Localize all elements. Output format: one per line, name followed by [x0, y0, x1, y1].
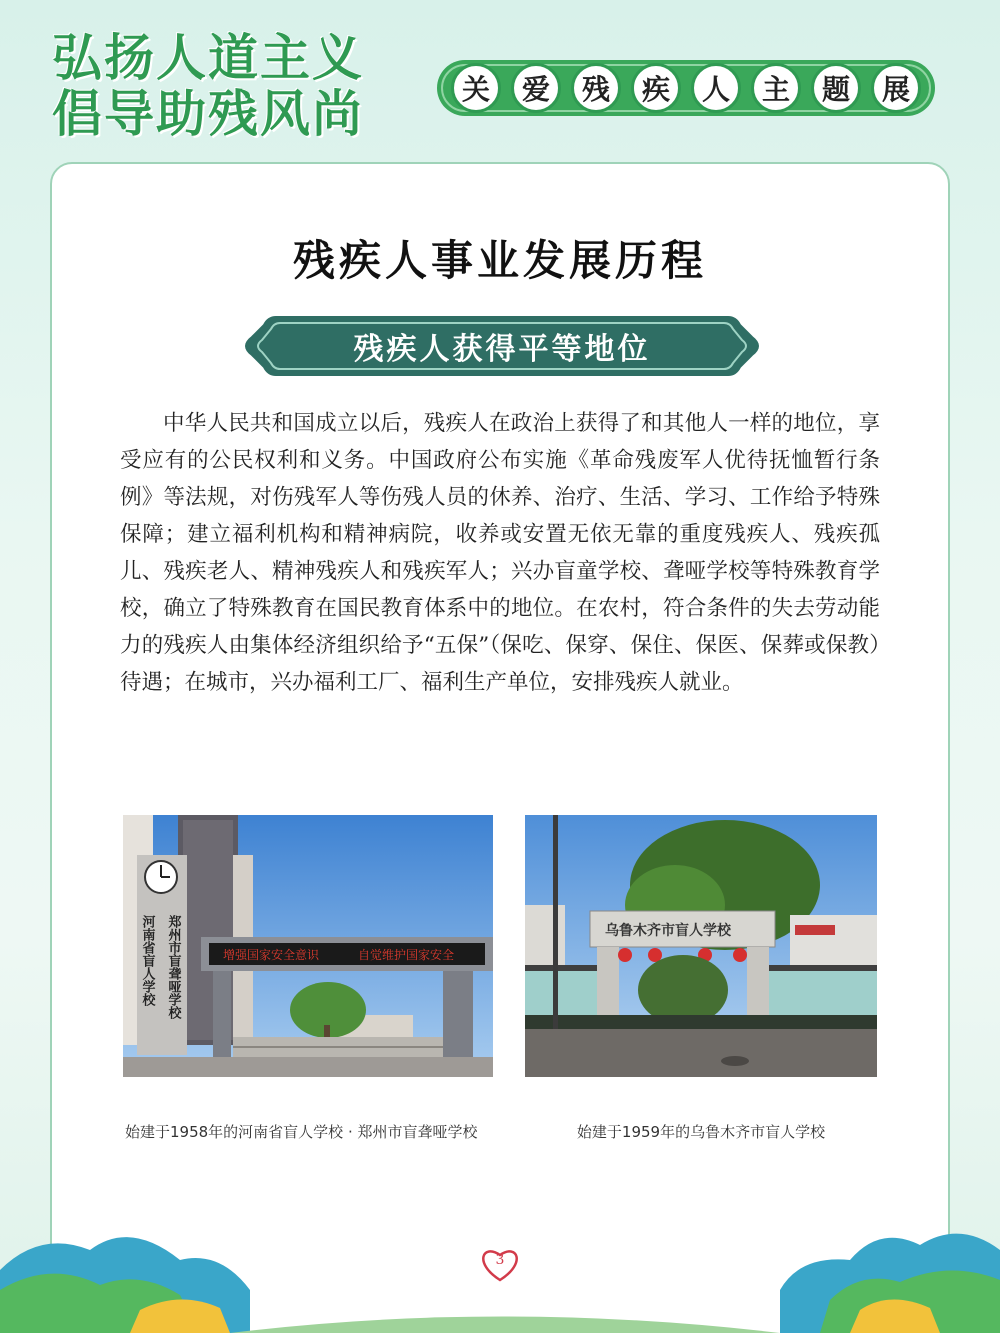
theme-char: 爱 [511, 63, 561, 113]
sign-vertical-1: 郑州市盲聋哑学校 [165, 915, 181, 1019]
theme-char: 展 [871, 63, 921, 113]
gate-sign: 乌鲁木齐市盲人学校 [605, 923, 731, 939]
page-title: 残疾人事业发展历程 [292, 236, 707, 285]
theme-char: 疾 [631, 63, 681, 113]
gate-banner-right: 自觉维护国家安全 [358, 948, 455, 962]
slogan-line-1: 弘扬人道主义 [52, 29, 364, 87]
page-number: 3 [495, 1252, 505, 1268]
photo-caption-1: 始建于1958年的河南省盲人学校 · 郑州市盲聋哑学校 [125, 1123, 478, 1141]
body-paragraph: 中华人民共和国成立以后，残疾人在政治上获得了和其他人一样的地位，享受应有的公民权利和义务。中国政府公布实施《革命残废军人优待抚恤暂行条例》等法规，对伤残军人等伤残人员的休养、治疗、生活、学习、工作给予特殊保障；建立福利机构和精神病院，收养或安置无依无靠的重度残疾人、残疾孤儿、残疾老人、精神残疾人和残疾军人；兴办盲童学校、聋哑学校等特殊教育学校，确立了特殊教育在国民教育体系中的地位。在农村，符合条件的失去劳动能力的残疾人由集体经济组织给予“五保”（保吃、保穿、保住、保医、保葬或保教）待遇；在城市，兴办福利工厂、福利生产单位，安排残疾人就业。 [120, 411, 880, 695]
theme-char: 主 [751, 63, 801, 113]
section-banner [236, 313, 768, 379]
gate-banner-left: 增强国家安全意识 [223, 948, 320, 962]
sign-vertical-2: 河南省盲人学校 [139, 915, 155, 1006]
theme-char: 残 [571, 63, 621, 113]
theme-char: 题 [811, 63, 861, 113]
theme-char: 人 [691, 63, 741, 113]
section-title: 残疾人获得平等地位 [353, 332, 651, 367]
theme-char: 关 [451, 63, 501, 113]
slogan-line-2: 倡导助残风尚 [52, 85, 364, 143]
slogan [52, 30, 364, 142]
photo-caption-2: 始建于1959年的乌鲁木齐市盲人学校 [576, 1123, 826, 1141]
theme-pill [437, 60, 935, 116]
photo-henan-school [123, 815, 493, 1077]
photo-urumqi-school [525, 815, 877, 1077]
